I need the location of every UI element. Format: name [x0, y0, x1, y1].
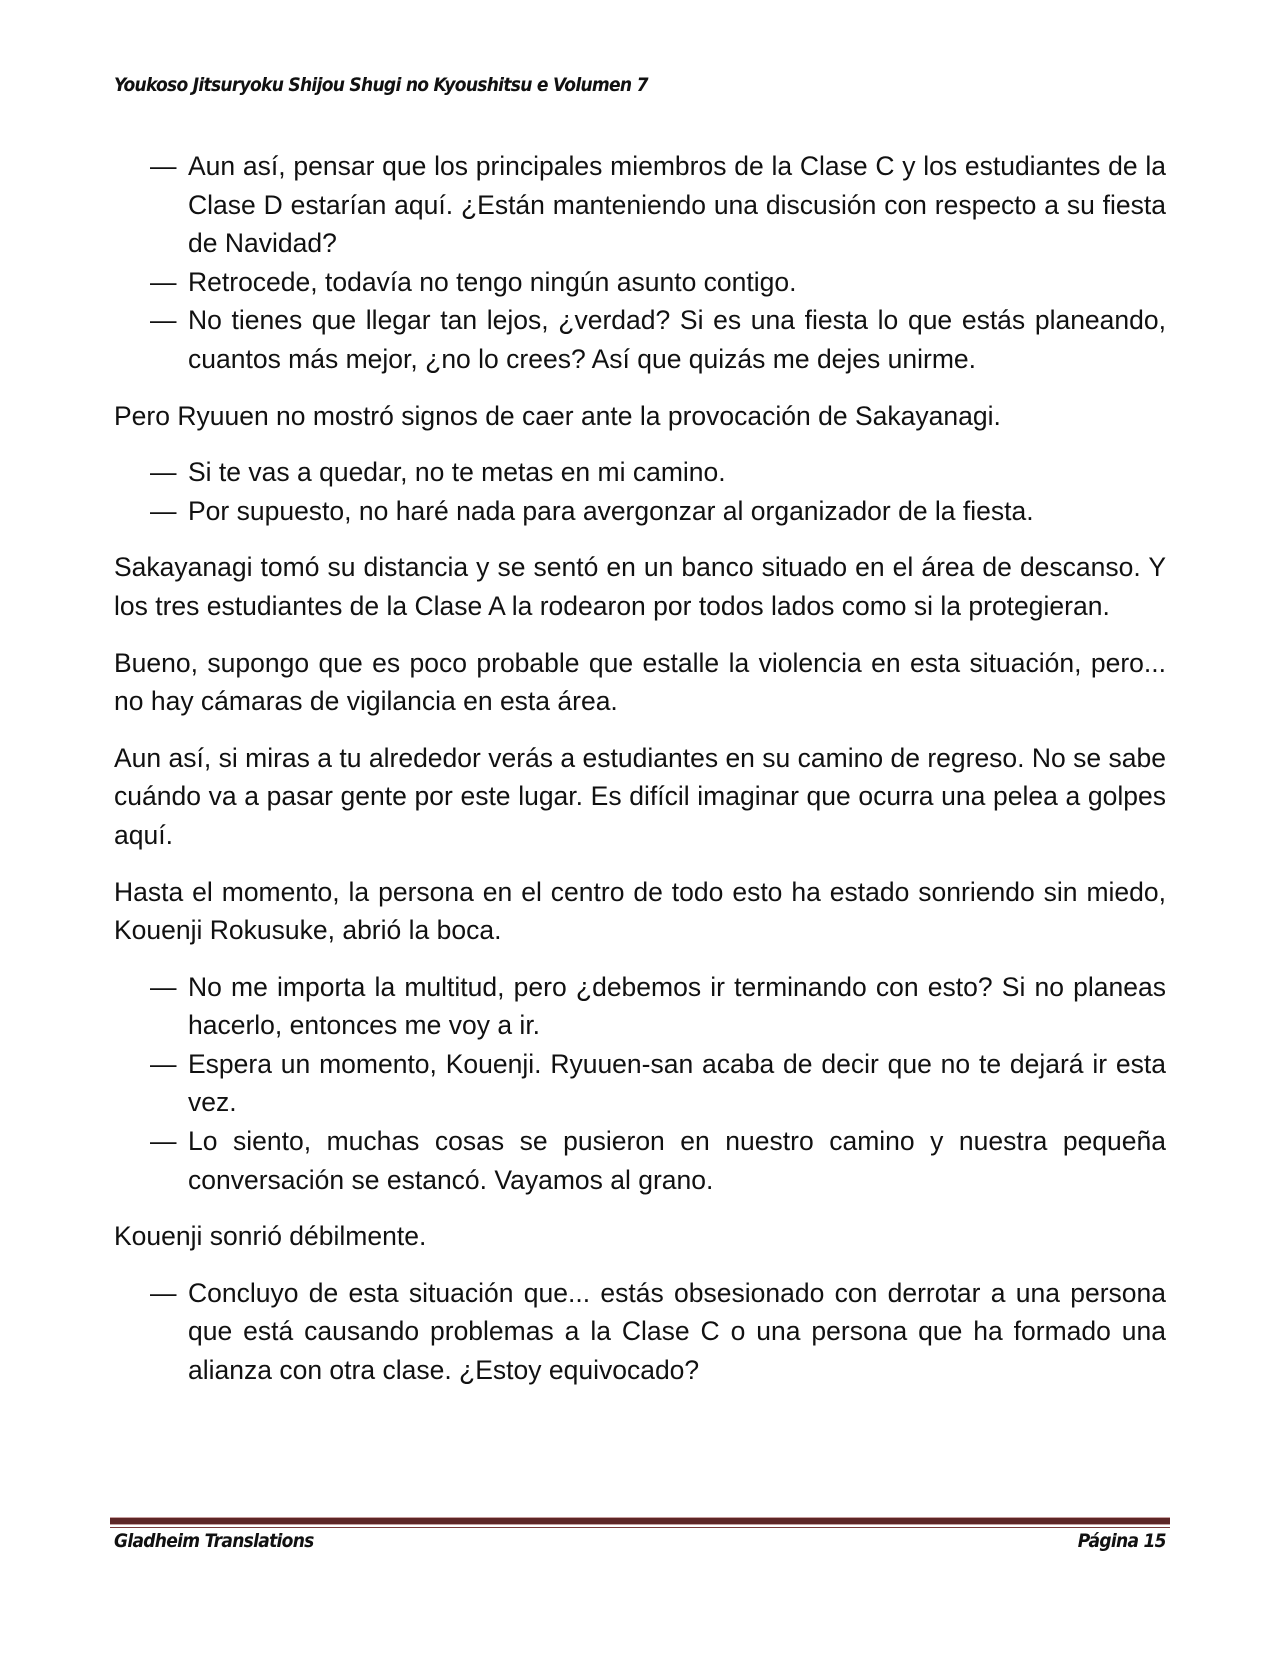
- em-dash: —: [150, 1048, 177, 1079]
- dialogue-line: [114, 968, 1166, 1045]
- dialogue-text: Concluyo de esta situación que... estás obsesionado con derrotar a una persona que está causando problemas a la Clase C o una persona que ha formado una alianza con otra clase. ¿Estoy equivocado?: [188, 1277, 1166, 1386]
- narration-paragraph: Bueno, supongo que es poco probable que estalle la violencia en esta situación, pero... no hay cámaras de vigilancia en esta área.: [114, 647, 1166, 717]
- em-dash: —: [150, 971, 177, 1002]
- narration-paragraph: Kouenji sonrió débilmente.: [114, 1221, 427, 1252]
- dialogue-group: [114, 968, 1166, 1200]
- dialogue-group: [114, 147, 1166, 379]
- narration-paragraph: Sakayanagi tomó su distancia y se sentó en un banco situado en el área de descanso. Y los tres estudiantes de la Clase A la rodearon por todos lados como si la protegieran.: [114, 552, 1166, 621]
- footer-credit: Gladheim Translations: [114, 1530, 314, 1552]
- em-dash: —: [150, 495, 177, 526]
- narration-paragraph: Hasta el momento, la persona en el centro de todo esto ha estado sonriendo sin miedo, Kouenji Rokusuke, abrió la boca.: [114, 876, 1166, 946]
- dialogue-text: Si te vas a quedar, no te metas en mi camino.: [188, 457, 726, 488]
- dialogue-text: Aun así, pensar que los principales miembros de la Clase C y los estudiantes de la Clase D estarían aquí. ¿Están manteniendo una discusión con respecto a su fiesta de Navidad?: [188, 151, 1166, 259]
- dialogue-text: Retrocede, todavía no tengo ningún asunto contigo.: [188, 266, 797, 297]
- narration-paragraph: Pero Ryuuen no mostró signos de caer ante la provocación de Sakayanagi.: [114, 400, 1001, 431]
- em-dash: —: [150, 1277, 177, 1308]
- dialogue-line: [114, 492, 1166, 531]
- dialogue-line: [114, 1122, 1166, 1199]
- em-dash: —: [150, 1126, 177, 1157]
- dialogue-line: [114, 453, 1166, 492]
- dialogue-text: Por supuesto, no haré nada para avergonzar al organizador de la fiesta.: [188, 495, 1034, 526]
- em-dash: —: [150, 266, 177, 297]
- dialogue-line: [114, 263, 1166, 302]
- dialogue-text: No me importa la multitud, pero ¿debemos ir terminando con esto? Si no planeas hacerlo, entonces me voy a ir.: [188, 971, 1166, 1041]
- dialogue-group: [114, 1274, 1166, 1390]
- page-body: [114, 147, 1166, 1408]
- em-dash: —: [150, 457, 177, 488]
- dialogue-group: [114, 453, 1166, 530]
- dialogue-text: No tienes que llegar tan lejos, ¿verdad? Si es una fiesta lo que estás planeando, cuantos más mejor, ¿no lo crees? Así que quizás me dejes unirme.: [188, 305, 1166, 374]
- running-header: Youkoso Jitsuryoku Shijou Shugi no Kyoushitsu e Volumen 7: [114, 74, 648, 96]
- footer-rule: [110, 1517, 1170, 1525]
- page-number: Página 15: [1077, 1530, 1166, 1552]
- narration-paragraph: Aun así, si miras a tu alrededor verás a estudiantes en su camino de regreso. No se sabe cuándo va a pasar gente por este lugar. Es difícil imaginar que ocurra una pelea a golpes aquí.: [114, 742, 1166, 850]
- dialogue-line: [114, 1274, 1166, 1390]
- footer-rule-thin: [110, 1527, 1170, 1528]
- dialogue-line: [114, 147, 1166, 263]
- em-dash: —: [150, 305, 177, 336]
- em-dash: —: [150, 151, 177, 181]
- dialogue-line: [114, 1045, 1166, 1122]
- dialogue-text: Espera un momento, Kouenji. Ryuuen-san acaba de decir que no te dejará ir esta vez.: [188, 1048, 1166, 1118]
- dialogue-text: Lo siento, muchas cosas se pusieron en nuestro camino y nuestra pequeña conversación se estancó. Vayamos al grano.: [188, 1126, 1166, 1195]
- dialogue-line: [114, 301, 1166, 378]
